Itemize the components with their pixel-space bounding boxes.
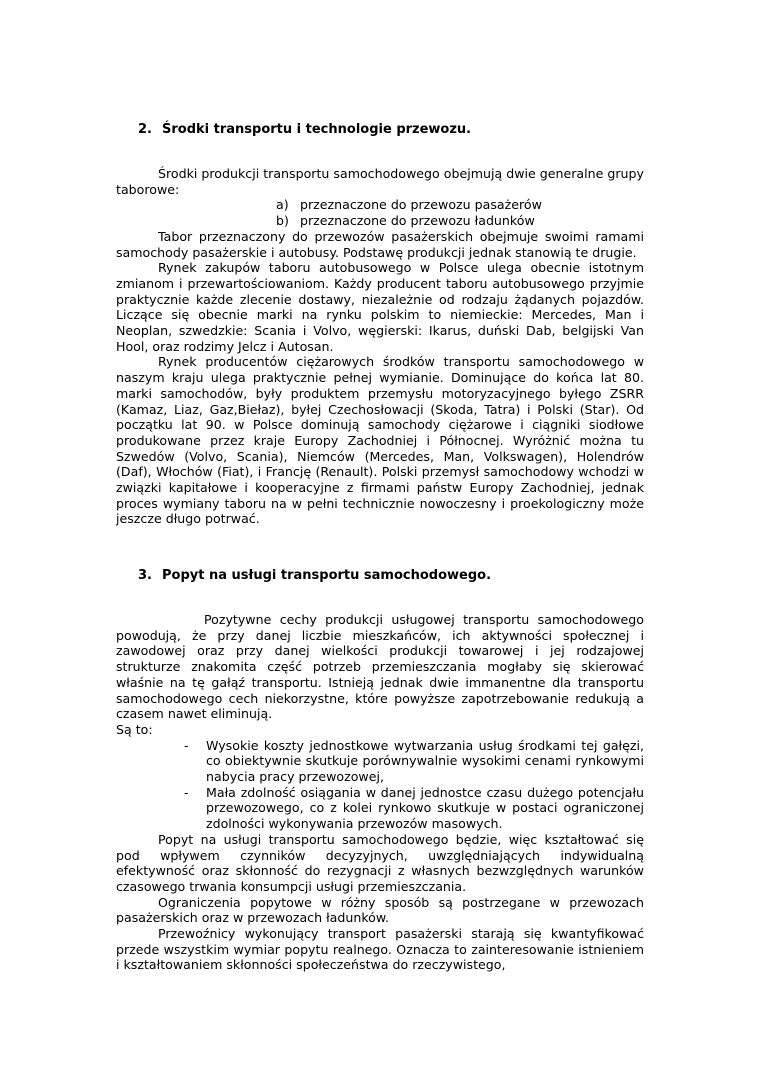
list-intro: Są to:	[116, 721, 153, 737]
paragraph: Przewoźnicy wykonujący transport pasażerski starają się kwantyfikować przede wszystkim wymiar popytu realnego. Oznacza to zainteresowanie istnieniem i kształtowaniem skłonności społeczeństwa do rzeczywistego,	[116, 926, 644, 973]
drawbacks-list	[116, 738, 644, 832]
list-item	[116, 738, 644, 785]
list-marker: -	[184, 784, 189, 800]
list-item-text: przeznaczone do przewozu ładunków	[300, 213, 535, 229]
list-item-text: Mała zdolność osiągania w danej jednostce czasu dużego potencjału przewozowego, co z kolei rynkowo skutkuje w postaci ograniczonej zdolności wykonywania przewozów masowych.	[206, 784, 644, 832]
list-marker: b)	[276, 213, 289, 229]
list-item	[116, 785, 644, 832]
paragraph: Rynek producentów ciężarowych środków transportu samochodowego w naszym kraju ulega praktycznie pełnej wymianie. Dominujące do końca lat 80. marki samochodów, były produktem przemysłu motoryzacyjnego byłego ZSRR (Kamaz, Liaz, Gaz,Biełaz), byłej Czechosłowacji (Skoda, Tatra) i Polski (Star). Od początku lat 90. w Polsce dominują samochody ciężarowe i ciągniki siodłowe produkowane przez kraje Europy Zachodniej i Północnej. Wyróżnić można tu Szwedów (Volvo, Scania), Niemców (Mercedes, Man, Volkswagen), Holendrów (Daf), Włochów (Fiat), i Francję (Renault). Polski przemysł samochodowy wchodzi w związki kapitałowe i kooperacyjne z firmami państw Europy Zachodniej, jednak proces wymiany taboru na w pełni technicznie nowoczesny i proekologiczny może jeszcze długo potrwać.	[116, 354, 644, 527]
section-3-heading	[138, 568, 491, 584]
section-2-intro: Środki produkcji transportu samochodowego obejmują dwie generalne grupy taborowe:	[116, 166, 644, 197]
section-3-number: 3.	[138, 568, 152, 583]
paragraph: Rynek zakupów taboru autobusowego w Polsce ulega obecnie istotnym zmianom i przewartościowaniom. Każdy producent taboru autobusowego przyjmie praktycznie każde zlecenie dostawy, niezależnie od rodzaju żądanych pojazdów. Liczące się obecnie marki na rynku polskim to niemieckie: Mercedes, Man i Neoplan, szwedzkie: Scania i Volvo, węgierski: Ikarus, duński Dab, belgijski Van Hool, oraz rodzimy Jelcz i Autosan.	[116, 260, 644, 354]
section-3-intro: Pozytywne cechy produkcji usługowej transportu samochodowego powodują, że przy danej liczbie mieszkańców, ich aktywności społecznej i zawodowej oraz przy danej wielkości produkcji towarowej i jej rodzajowej strukturze znakomita część potrzeb przemieszczania mogłaby się skierować właśnie na tę gałąź transportu. Istnieją jednak dwie immanentne dla transportu samochodowego cech niekorzystne, które powyższe zapotrzebowanie redukują a czasem nawet eliminują.	[116, 612, 644, 722]
section-2-body	[116, 166, 644, 527]
section-2-number: 2.	[138, 122, 152, 137]
section-3-body	[116, 612, 644, 973]
paragraph: Tabor przeznaczony do przewozów pasażerskich obejmuje swoimi ramami samochody pasażerskie i autobusy. Podstawę produkcji jednak stanowią te drugie.	[116, 228, 644, 260]
paragraph: Ograniczenia popytowe w różny sposób są postrzegane w przewozach pasażerskich oraz w przewozach ładunków.	[116, 894, 644, 926]
section-2-title: Środki transportu i technologie przewozu.	[162, 122, 472, 137]
list-marker: a)	[276, 197, 289, 213]
section-2-heading	[138, 122, 471, 138]
list-item-text: przeznaczone do przewozu pasażerów	[300, 197, 542, 213]
fleet-groups-list	[116, 197, 644, 228]
section-3-title: Popyt na usługi transportu samochodowego.	[162, 568, 492, 583]
list-item	[116, 213, 644, 229]
list-marker: -	[184, 737, 189, 753]
list-item-text: Wysokie koszty jednostkowe wytwarzania usług środkami tej gałęzi, co obiektywnie skutkuje porównywalnie wysokimi cenami rynkowymi nabycia pracy przewozowej,	[206, 737, 644, 785]
paragraph: Popyt na usługi transportu samochodowego będzie, więc kształtować się pod wpływem czynników decyzyjnych, uwzględniających indywidualną efektywność oraz skłonność do rezygnacji z własnych bezwzględnych warunków czasowego trwania konsumpcji usługi przemieszczania.	[116, 831, 644, 894]
list-item	[116, 197, 644, 213]
